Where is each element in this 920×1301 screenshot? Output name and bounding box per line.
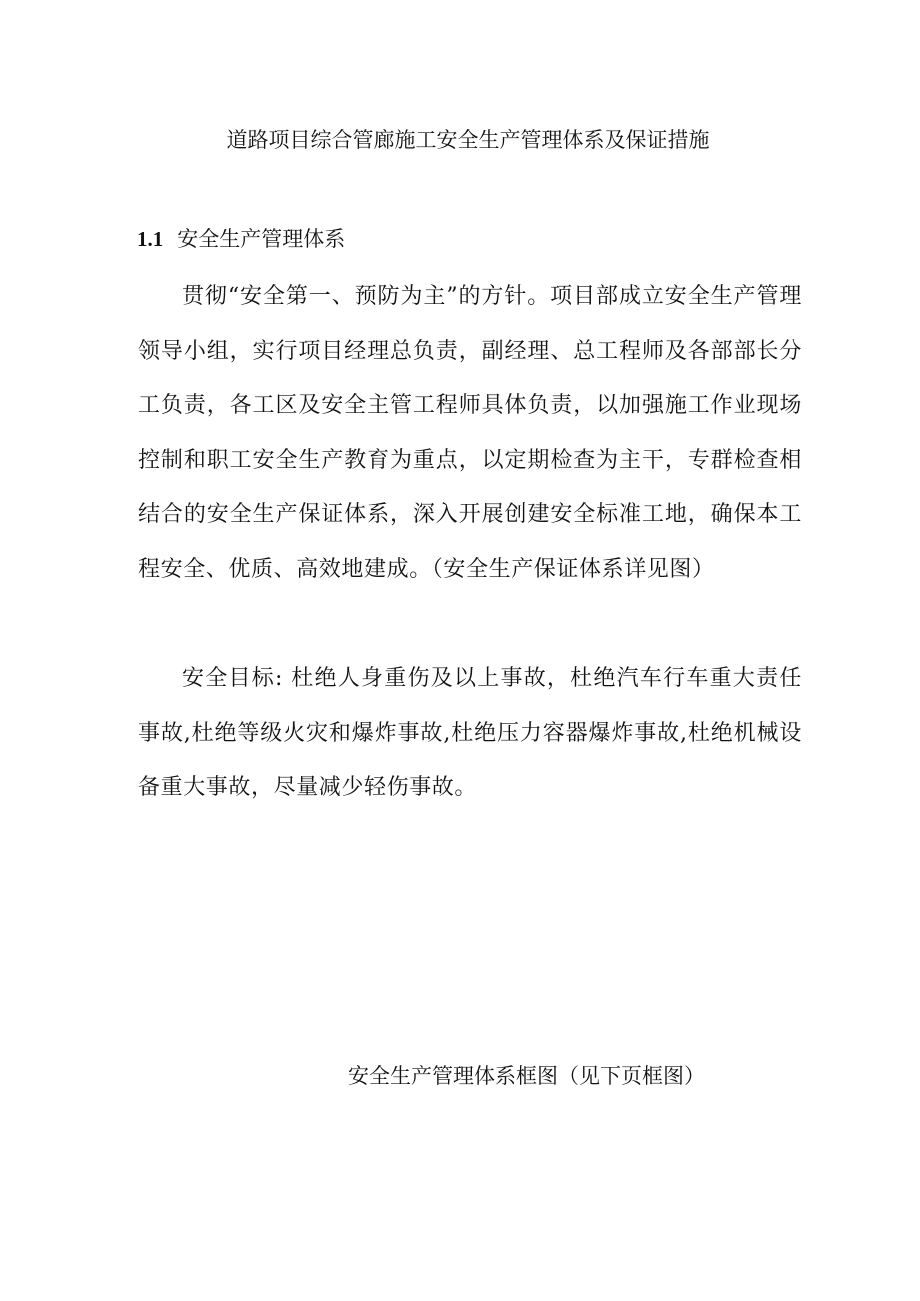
paragraph-policy: 贯彻“安全第一、预防为主”的方针。项目部成立安全生产管理领导小组，实行项目经理总负责，副经理、总工程师及各部部长分工负责，各工区及安全主管工程师具体负责，以加强施工作业现场控制和职工安全生产教育为重点，以定期检查为主干，专群检查相结合的安全生产保证体系，深入开展创建安全标准工地，确保本工程安全、优质、高效地建成。（安全生产保证体系详见图） [138,284,802,582]
section-number: 1.1 [137,227,164,251]
figure-caption: 安全生产管理体系框图（见下页框图） [348,1064,705,1088]
section-heading [137,221,345,257]
section-title: 安全生产管理体系 [177,227,346,251]
document-title: 道路项目综合管廊施工安全生产管理体系及保证措施 [226,128,710,152]
paragraph-safety-goals: 安全目标: 杜绝人身重伤及以上事故，杜绝汽车行车重大责任事故,杜绝等级火灾和爆炸事故,杜绝压力容器爆炸事故,杜绝机械设备重大事故，尽量减少轻伤事故。 [138,666,802,800]
